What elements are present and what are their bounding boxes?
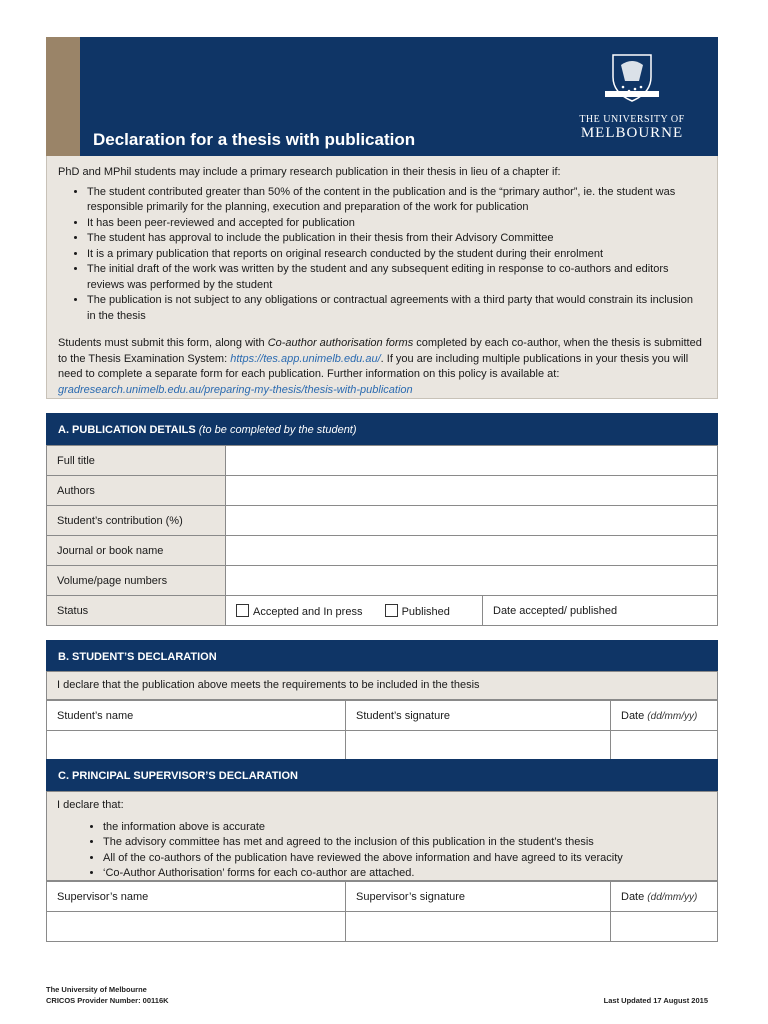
full-title-field[interactable] xyxy=(226,446,718,476)
list-item: • ‘Co-Author Authorisation’ forms for each co-author are attached. xyxy=(103,866,717,882)
journal-label: Journal or book name xyxy=(47,536,226,566)
accepted-label: Accepted and In press xyxy=(253,605,363,618)
accepted-checkbox[interactable] xyxy=(236,604,249,617)
date-format: (dd/mm/yy) xyxy=(647,710,698,722)
submission-paragraph xyxy=(58,336,703,398)
header-banner xyxy=(46,37,718,156)
supervisor-signature-label: Supervisor’s signature xyxy=(346,882,611,912)
supervisor-statement xyxy=(46,791,718,881)
tes-link[interactable]: https://tes.app.unimelb.edu.au/ xyxy=(230,352,381,365)
contribution-field[interactable] xyxy=(226,506,718,536)
section-c-heading xyxy=(46,759,718,791)
supervisor-list xyxy=(57,820,717,882)
supervisor-name-label: Supervisor’s name xyxy=(47,882,346,912)
date-format: (dd/mm/yy) xyxy=(647,891,698,903)
volume-field[interactable] xyxy=(226,566,718,596)
status-label: Status xyxy=(47,596,226,626)
student-statement: I declare that the publication above meets the requirements to be included in the thesis xyxy=(46,671,718,700)
supervisor-name-field[interactable] xyxy=(47,912,346,942)
supervisor-lead: I declare that: xyxy=(57,799,124,811)
footer-university: The University of Melbourne xyxy=(46,985,147,994)
list-item: • The student contributed greater than 50% of the content in the publication and is the “primary author”, ie. the student was responsible primarily for the planning, execution and preparation of the work for publication xyxy=(87,185,703,216)
student-name-field[interactable] xyxy=(47,731,346,761)
journal-field[interactable] xyxy=(226,536,718,566)
date-text: Date xyxy=(621,709,648,722)
text-run: Students must submit this form, along with xyxy=(58,337,268,349)
page-title: Declaration for a thesis with publication xyxy=(93,130,416,149)
section-b-title: B. STUDENT’S DECLARATION xyxy=(58,651,217,663)
authors-field[interactable] xyxy=(226,476,718,506)
policy-link[interactable]: gradresearch.unimelb.edu.au/preparing-my-thesis/thesis-with-publication xyxy=(58,383,413,396)
header-accent-bar xyxy=(46,37,80,156)
text-run: . If you are including multiple publications in your thesis you will need to complete a separate form for each publication. Further information on this policy is available at: xyxy=(58,352,689,380)
university-logo xyxy=(576,51,688,142)
published-checkbox[interactable] xyxy=(385,604,398,617)
list-item: • The student has approval to include the publication in their thesis from their Advisory Committee xyxy=(87,231,703,247)
student-signature-field[interactable] xyxy=(346,731,611,761)
section-b-heading xyxy=(46,640,718,672)
student-date-label xyxy=(611,701,718,731)
list-item: • The initial draft of the work was written by the student and any subsequent editing in response to co-authors and editors reviews was performed by the student xyxy=(87,262,703,293)
full-title-label: Full title xyxy=(47,446,226,476)
date-accepted-label: Date accepted/ published xyxy=(493,604,618,617)
list-item: • The advisory committee has met and agreed to the inclusion of this publication in the student’s thesis xyxy=(103,835,717,851)
supervisor-signature-field[interactable] xyxy=(346,912,611,942)
logo-line2: MELBOURNE xyxy=(580,125,684,141)
intro-lead: PhD and MPhil students may include a primary research publication in their thesis in lieu of a chapter if: xyxy=(58,166,561,178)
footer-updated: Last Updated 17 August 2015 xyxy=(603,996,708,1005)
intro-panel xyxy=(46,156,718,399)
section-a-note: (to be completed by the student) xyxy=(198,424,357,436)
student-name-label: Student’s name xyxy=(47,701,346,731)
date-text: Date xyxy=(621,890,648,903)
list-item: • All of the co-authors of the publication have reviewed the above information and have agreed to its veracity xyxy=(103,851,717,867)
list-item: • the information above is accurate xyxy=(103,820,717,836)
section-a-title: A. PUBLICATION DETAILS xyxy=(58,424,199,436)
supervisor-date-label xyxy=(611,882,718,912)
volume-label: Volume/page numbers xyxy=(47,566,226,596)
list-item: • It is a primary publication that reports on original research conducted by the student during their enrolment xyxy=(87,247,703,263)
student-signature-table xyxy=(46,700,718,761)
list-item: • It has been peer-reviewed and accepted for publication xyxy=(87,216,703,232)
footer-cricos: CRICOS Provider Number: 00116K xyxy=(46,996,169,1005)
student-signature-label: Student’s signature xyxy=(346,701,611,731)
crest-icon xyxy=(603,51,661,103)
published-label: Published xyxy=(401,605,450,618)
publication-details-table xyxy=(46,445,718,626)
footer-left xyxy=(46,984,169,1006)
supervisor-date-field[interactable] xyxy=(611,912,718,942)
contribution-label: Student’s contribution (%) xyxy=(47,506,226,536)
section-a-heading xyxy=(46,413,718,445)
list-item: • The publication is not subject to any obligations or contractual agreements with a third party that would constrain its inclusion in the thesis xyxy=(87,293,703,324)
date-accepted-field[interactable] xyxy=(483,596,718,626)
logo-line1: THE UNIVERSITY OF xyxy=(579,114,685,125)
student-date-field[interactable] xyxy=(611,731,718,761)
criteria-list xyxy=(58,185,703,325)
coauthor-forms-text: Co-author authorisation forms xyxy=(267,337,414,349)
status-options xyxy=(226,596,483,626)
text-run: completed by each co-author, when the thesis is submitted to the Thesis Examination System: xyxy=(58,337,702,365)
section-c-title: C. PRINCIPAL SUPERVISOR’S DECLARATION xyxy=(58,770,298,782)
authors-label: Authors xyxy=(47,476,226,506)
supervisor-signature-table xyxy=(46,881,718,942)
